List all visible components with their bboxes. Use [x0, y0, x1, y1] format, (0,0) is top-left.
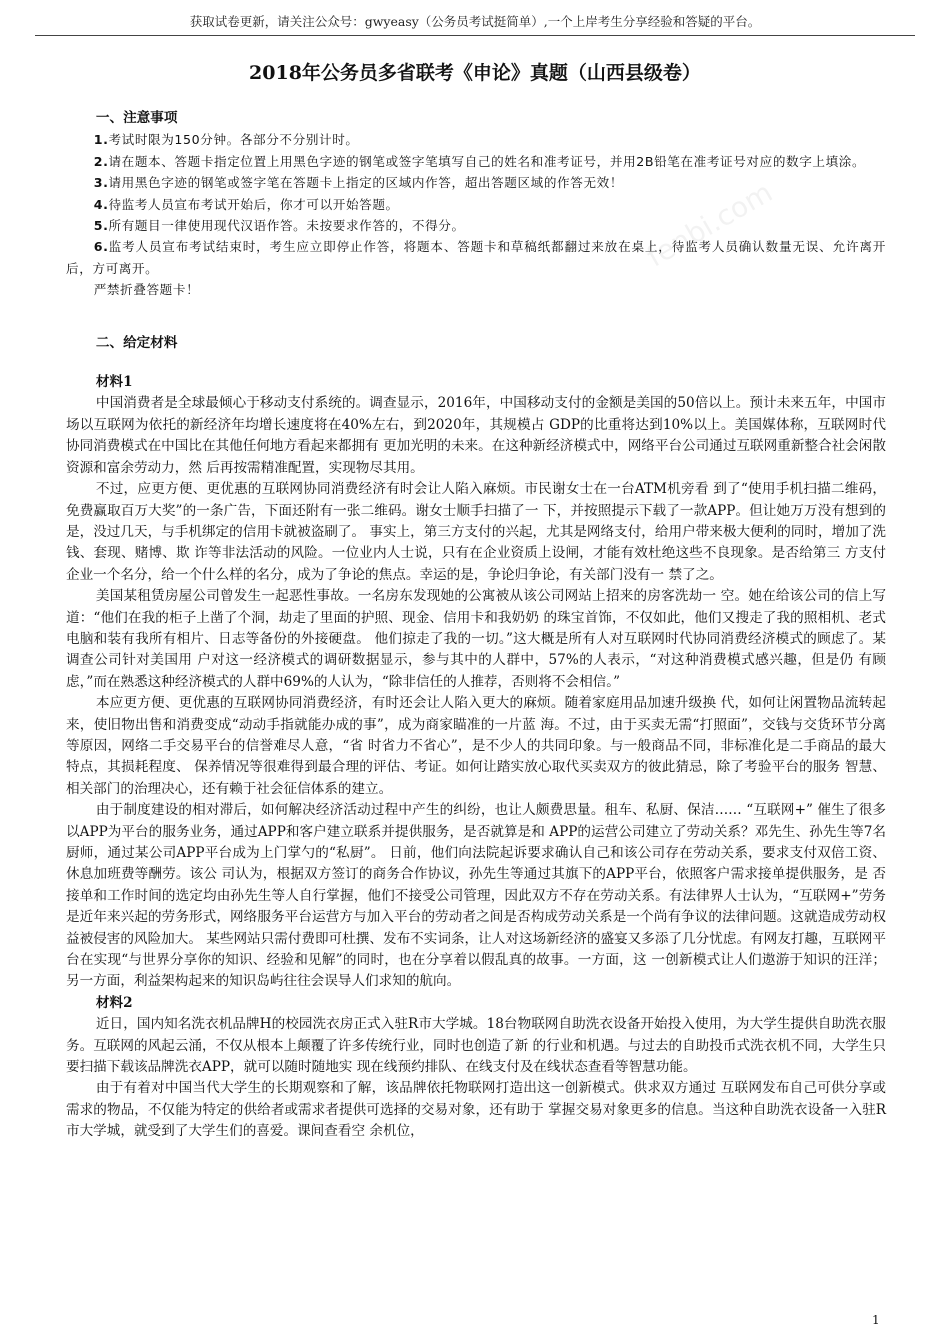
material-1-title: 材料1 [95, 374, 133, 391]
section-heading-materials: 二、给定材料 [95, 334, 178, 351]
note-item: 3.请用黑色字迹的钢笔或签字笔在答题卡上指定的区域内作答，超出答题区域的作答无效！ [93, 175, 624, 191]
note-item: 4.待监考人员宣布考试开始后，你才可以开始答题。 [93, 196, 399, 212]
material-paragraph: 本应更方便、更优惠的互联网协同消费经济，有时还会让人陷入更大的麻烦。随着家庭用品加速升级换 代，如何让闲置物品流转起来，使旧物出售和消费变成“动动手指就能办成的事”，成为商家瞄准的一片蓝 海。不过，由于买卖无需“打照面”，交钱与交货环节分离等原因，网络二手交易平台的信誉难尽人意，“省 时省力不省心”，是不少人的共同印象。与一般商品不同，非标准化是二手商品的最大特点，其损耗程度、 保养情况等很难得到最合理的评估、考证。如何让踏实放心取代买卖双方的彼此猜忌，除了考验平台的服务 智慧、相关部门的治理决心，还有赖于社会征信体系的建立。 [66, 695, 886, 797]
document-body [66, 108, 886, 1143]
note-closing: 严禁折叠答题卡！ [93, 282, 200, 298]
material-2-title: 材料2 [95, 994, 133, 1011]
material-paragraph: 美国某租赁房屋公司曾发生一起恶性事故。一名房东发现她的公寓被从该公司网站上招来的房客洗劫一 空。她在给该公司的信上写道：“他们在我的柜子上凿了个洞，劫走了里面的护照、现金、信用卡和我奶奶 的珠宝首饰，不仅如此，他们又搜走了我的照相机、老式电脑和装有我所有相片、日志等备份的外接硬盘。 他们掠走了我的一切。”这大概是所有人对互联网时代协同消费经济模式的顾虑了。某调查公司针对美国用 户对这一经济模式的调研数据显示，参与其中的人群中，57%的人表示，“对这种消费模式感兴趣，但是仍 有顾虑，”而在熟悉这种经济模式的人群中69%的人认为，“除非信任的人推荐，否则将不会相信。” [66, 588, 886, 690]
section-heading-notes: 一、注意事项 [95, 110, 178, 126]
note-item: 1.考试时限为150分钟。各部分不分别计时。 [93, 132, 359, 148]
top-notice: 获取试卷更新，请关注公众号：gwyeasy（公务员考试挺简单）,一个上岸考生分享经验和答疑的平台。 [0, 12, 950, 36]
material-paragraph: 不过，应更方便、更优惠的互联网协同消费经济有时会让人陷入麻烦。市民谢女士在一台ATM机旁看 到了“使用手机扫描二维码，免费赢取百万大奖”的一条广告，下面还附有一张二维码。谢女士顺手扫描了一 下，并按照提示下载了一款APP。但让她万万没有想到的是，没过几天，与手机绑定的信用卡就被盗刷了。 事实上，第三方支付的兴起，尤其是网络支付，给用户带来极大便利的同时，增加了洗钱、套现、赌博、欺 诈等非法活动的风险。一位业内人士说，只有在企业资质上设闸，才能有效杜绝这些不良现象。是否给第三 方支付企业一个名分，给一个什么样的名分，成为了争论的焦点。幸运的是，争论归争论，有关部门没有一 禁了之。 [66, 481, 886, 583]
page-title: 2018年公务员多省联考《申论》真题（山西县级卷） [249, 62, 701, 84]
material-paragraph: 中国消费者是全球最倾心于移动支付系统的。调查显示，2016年，中国移动支付的金额是美国的50倍以上。预计未来五年，中国市场以互联网为依托的新经济年均增长速度将在40%左右，到2020年，其规模占 GDP的比重将达到10%以上。美国媒体称，互联网时代协同消费模式在中国比在其他任何地方看起来都拥有 更加光明的未来。在这种新经济模式中，网络平台公司通过互联网重新整合社会闲散资源和富余劳动力，然 后再按需精准配置，实现物尽其用。 [66, 395, 886, 476]
material-paragraph: 近日，国内知名洗衣机品牌H的校园洗衣房正式入驻R市大学城。18台物联网自助洗衣设备开始投入使用，为大学生提供自助洗衣服务。互联网的风起云涌，不仅从根本上颠覆了许多传统行业，同时也创造了新 的行业和机遇。与过去的自助投币式洗衣机不同，大学生只要扫描下载该品牌洗衣APP，就可以随时随地实 现在线预约排队、在线支付及在线状态查看等智慧功能。 [66, 1016, 886, 1076]
material-paragraph: 由于制度建设的相对滞后，如何解决经济活动过程中产生的纠纷，也让人颇费思量。租车、私厨、保洁…… “互联网+” 催生了很多以APP为平台的服务业务，通过APP和客户建立联系并提供服务，是否就算是和 APP的运营公司建立了劳动关系？邓先生、孙先生等7名厨师，通过某公司APP平台成为上门掌勺的“私厨”。 日前，他们向法院起诉要求确认自己和该公司存在劳动关系，要求支付双倍工资、休息加班费等酬劳。该公 司认为，根据双方签订的商务合作协议，孙先生等通过其旗下的APP平台，依照客户需求接单提供服务，是 否接单和工作时间的选定均由孙先生等人自行掌握，他们不接受公司管理，因此双方不存在劳动关系。有法律界人士认为，“互联网+”劳务是近年来兴起的劳务形式，网络服务平台运营方与加入平台的劳动者之间是否构成劳动关系是一个尚有争议的法律问题。这就造成劳动权益被侵害的风险加大。 某些网站只需付费即可杜撰、发布不实词条，让人对这场新经济的盛宴又多添了几分忧虑。有网友打趣，互联网平台在实现“与世界分享你的知识、经验和见解”的同时，也在分享着以假乱真的故事。一方面，这 一创新模式让人们遨游于知识的汪洋；另一方面，利益架构起来的知识岛屿往往会误导人们求知的航向。 [66, 802, 886, 990]
note-item: 2.请在题本、答题卡指定位置上用黑色字迹的钢笔或签字笔填写自己的姓名和准考证号，并用2B铅笔在准考证号对应的数字上填涂。 [93, 153, 866, 169]
material-paragraph: 由于有着对中国当代大学生的长期观察和了解，该品牌依托物联网打造出这一创新模式。供求双方通过 互联网发布自己可供分享或需求的物品，不仅能为特定的供给者或需求者提供可选择的交易对象，还有助于 掌握交易对象更多的信息。当这种自助洗衣设备一入驻R市大学城，就受到了大学生们的喜爱。课间查看空 余机位， [66, 1080, 886, 1140]
notes-list [66, 129, 886, 300]
note-item: 5.所有题目一律使用现代汉语作答。未按要求作答的，不得分。 [93, 218, 465, 234]
note-item: 6.监考人员宣布考试结束时，考生应立即停止作答，将题本、答题卡和草稿纸都翻过来放在桌上，待监考人员确认数量无误、允许离开后，方可离开。 [66, 239, 886, 276]
watermark: fenbi.com [641, 175, 779, 274]
page-number: 1 [872, 1313, 880, 1327]
